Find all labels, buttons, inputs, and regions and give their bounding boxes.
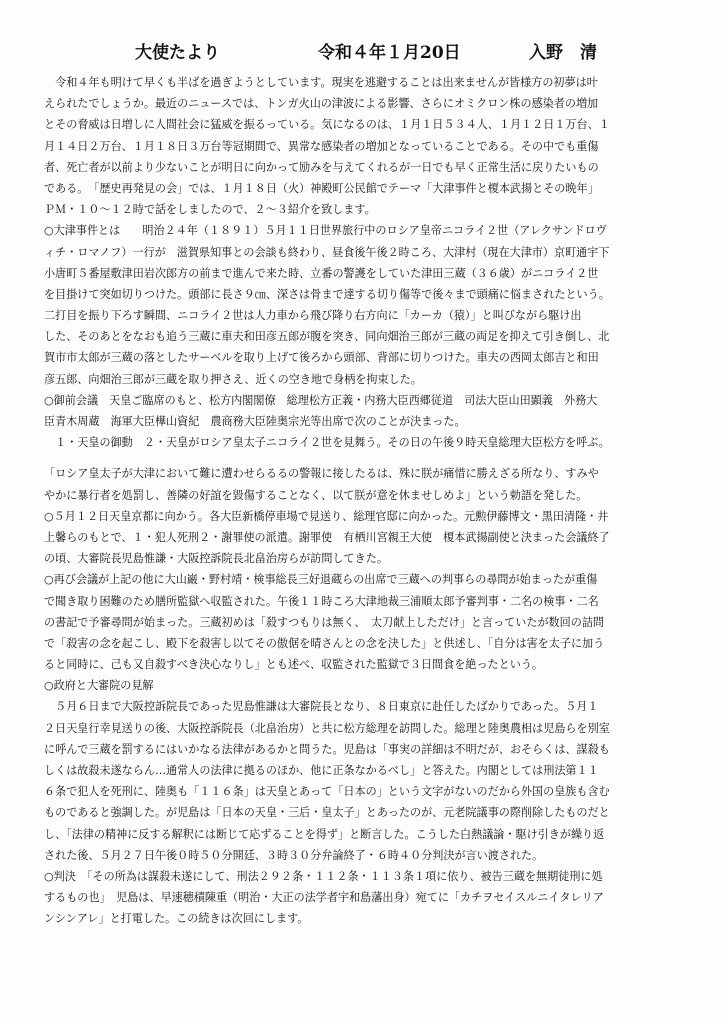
text-line: の頃、大審院長児島惟謙・大阪控訴院長北畠治房らが訪問してきた。 xyxy=(44,552,388,566)
text-line: しくは故殺未遂ならん…通常人の法律に拠るのほか、他に正条なかるべし」と答えた。内閣としては刑法第１１ xyxy=(44,764,599,777)
text-line: ○大津事件とは 明治２４年（１８９１）５月１１日世界旅行中のロシア皇帝ニコライ２世（アレクサンドロヴ xyxy=(44,224,607,238)
text-line: ２日天皇行幸見送りの後、大阪控訴院長（北畠治房）と共に松方総理を訪問した。総理と陸奥農相は児島らを別室 xyxy=(44,721,610,735)
text-line: ○５月１２日天皇京都に向かう。各大臣新橋停車場で見送り、総理官邸に向かった。元勲伊藤博文・黒田清隆・井 xyxy=(44,509,609,523)
newsletter-header xyxy=(0,38,728,64)
text-line: やかに暴行者を処罰し、善隣の好誼を毀傷することなく、以て朕が意を休ませしめよ」という勅語を発した。 xyxy=(44,488,588,502)
text-line: に呼んで三蔵を罰するにはいかなる法律があるかと問うた。児島は「事実の詳細は不明だが、おそらくは、謀殺も xyxy=(44,742,610,756)
text-line: 令和４年も明けて早くも半ばを過ぎようとしています。現実を逃避することは出来ませんが皆様方の初夢は叶 xyxy=(44,76,598,89)
text-line: 二打目を振り下ろす瞬間、ニコライ２世は人力車から飛び降り右方向に「カーカ（猿）」と叫びながら駆け出 xyxy=(44,309,582,323)
text-line: ィチ・ロマノフ）一行が 滋賀県知事との会談も終わり、昼食後午後２時ころ、大津村（現在大津市）京町通宇下 xyxy=(44,245,610,259)
text-line: ６条で犯人を死刑に、陸奥も「１１６条」は天皇とあって「日本の」という文字がないのだから外国の皇族も含む xyxy=(44,785,610,799)
text-line: ＰＭ・１０～１２時で話をしましたので、２～３紹介を致します。 xyxy=(44,203,376,217)
text-line: を目掛けて突如切りつけた。頭部に長さ９㎝、深さは骨まで達する切り傷等で後々まで頭痛に悩まされたという。 xyxy=(44,287,610,301)
text-line: ○判決 「その所為は謀殺未遂にして、刑法２９２条・１１２条・１１３条１項に依り、被告三蔵を無期徒刑に処 xyxy=(44,869,603,883)
text-line: 小唐町５番屋敷津田岩次郎方の前まで進んで来た時、立番の警護をしていた津田三蔵（３６歳）がニコライ２世 xyxy=(44,266,599,280)
text-line: 者、死亡者が以前より少ないことが明日に向かって励みを与えてくれるが一日でも早く正常生活に戻りたいもの xyxy=(44,160,599,174)
text-line: 臣青木周蔵 海軍大臣樺山資紀 農商務大臣陸奥宗光等出席で次のことが決まった。 xyxy=(44,415,466,428)
text-line: 月１４日２万台、１月１８日３万台等冠期間で、異常な感染者の増加となっていることである。その中でも重傷 xyxy=(44,139,599,153)
text-line: ○御前会議 天皇ご臨席のもと、松方内閣閣僚 総理松方正義・内務大臣西郷従道 司法大臣山田顕義 外務大 xyxy=(44,393,598,407)
text-line: で「殺害の念を起こし、殿下を殺害し以てその傲倨を晴さんとの念を決した」と供述し、「自分は害を太子に加う xyxy=(44,636,605,650)
text-line: ると同時に、己も又自殺すべき決心なりし」とも述べ、収監された監獄で３日間食を絶ったという。 xyxy=(44,658,544,672)
text-line: ものであると強調した。が児島は「日本の天皇・三后・皇太子」とあったのが、元老院議事の際削除したものだと xyxy=(44,806,610,820)
text-line: の書記で予審尋問が始まった。三蔵初めは「殺すつもりは無く、 太刀献上しただけ」と言っていたが数回の詰問 xyxy=(44,615,605,629)
text-line: 彦五郎、向畑治三郎が三蔵を取り押さえ、近くの空き地で身柄を拘束した。 xyxy=(44,372,422,386)
text-line: し、「法律の精神に反する解釈には断じて応ずることを得ず」と断言した。こうした白熱議論・駆け引きが繰り返 xyxy=(44,827,605,841)
text-line: 上馨らのもとで、１・犯人死刑２・謝罪使の派遣。謝罪使 有栖川宮親王大使 榎本武揚副使と決まった会議終了 xyxy=(44,530,610,544)
text-line: ○再び会議が上記の他に大山巌・野村靖・検事総長三好退蔵らの出席で三蔵への判事らの尋問が始まったが重傷 xyxy=(44,573,598,587)
text-line: である。 「歴史再発見の会」では、１月１８日（火）神殿町公民館でテーマ「大津事件と榎本武揚とその晩年」 xyxy=(44,181,599,195)
text-line: で聞き取り困難のため膳所監獄へ収監された。午後１１時ころ大津地裁三浦順太郎予審判事・二名の検事・二名 xyxy=(44,594,599,608)
author-name: 入野 清 xyxy=(529,43,597,63)
article-body xyxy=(44,72,700,930)
text-line: えられたでしょうか。最近のニュースでは、トンガ火山の津波による影響、さらにオミクロン株の感染者の増加 xyxy=(44,97,599,111)
text-line: ○政府と大審院の見解 xyxy=(44,679,154,693)
text-line: １・天皇の御動 ２・天皇がロシア皇太子ニコライ２世を見舞う。その日の午後９時天皇総理大臣松方を呼ぶ。 xyxy=(44,436,610,450)
text-line: 賀市市太郎が三蔵の落としたサーベルを取り上げて後ろから頭部、背部に切りつけた。車夫の西岡太郎吉と和田 xyxy=(44,351,599,365)
text-line: 「ロシア皇太子が大津において難に遭わせらるるの警報に接したるは、殊に朕が痛惜に勝えざる所なり、すみや xyxy=(44,467,599,481)
text-line: とその脅威は日増しに人間社会に猛威を振るっている。気になるのは、１月１日５３４人、１月１２日１万台、１ xyxy=(44,118,610,132)
text-line: された後、５月２７日午後０時５０分開廷、３時３０分弁論終了・６時４０分判決が言い渡された。 xyxy=(44,848,544,862)
text-line: ５月６日まで大阪控訴院長であった児島惟謙は大審院長となり、８日東京に赴任したばかりであった。５月１ xyxy=(44,700,599,714)
paragraph-gap xyxy=(44,453,700,463)
newsletter-title: 大使たより xyxy=(135,43,220,63)
text-line: ンシンアレ」と打電した。この続きは次回にします。 xyxy=(44,912,309,926)
issue-date: 令和４年１月20日 xyxy=(318,43,461,63)
text-line: するもの也」 児島は、早速穂積陳重（明治・大正の法学者宇和島藩出身）宛てに「カチヲセイスルニイタレリア xyxy=(44,891,604,905)
text-line: した、そのあとをなおも追う三蔵に車夫和田彦五郎が腹を突き、同向畑治三郎が三蔵の両足を抑えて引き倒し、北 xyxy=(44,330,610,344)
